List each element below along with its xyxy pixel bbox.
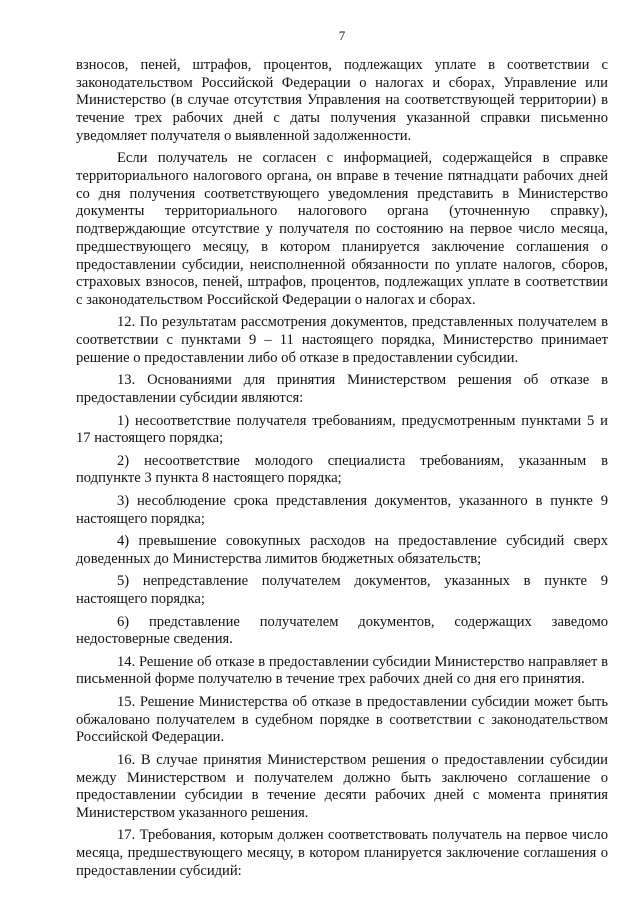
paragraph-item-16: 16. В случае принятия Министерством решения о предоставлении субсидии между Министерством и получателем должно быть заключено соглашение о предоставлении субсидии в течение десяти рабочих дней с момента принятия Министерством указанного решения.: [76, 751, 608, 821]
paragraph-item-12: 12. По результатам рассмотрения документов, представленных получателем в соответствии с пунктами 9 – 11 настоящего порядка, Министерство принимает решение о предоставлении либо об отказе в предоставлении субсидии.: [76, 314, 608, 366]
paragraph-subitem-4: 4) превышение совокупных расходов на предоставление субсидий сверх доведенных до Министерства лимитов бюджетных обязательств;: [76, 533, 608, 567]
paragraph-subitem-3: 3) несоблюдение срока представления документов, указанного в пункте 9 настоящего порядка;: [76, 492, 608, 527]
document-body: [76, 57, 608, 881]
paragraph-subitem-5: 5) непредставление получателем документов, указанных в пункте 9 настоящего порядка;: [76, 573, 608, 608]
paragraph-tax-debt-notice: взносов, пеней, штрафов, процентов, подлежащих уплате в соответствии с законодательством Российской Федерации о налогах и сборах, Управление или Министерство (в случае отсутствия Управления на соответствующей территории) в течение трех рабочих дней с даты получения указанной справки письменно уведомляет получателя о выявленной задолженности.: [76, 57, 608, 144]
paragraph-subitem-1: 1) несоответствие получателя требованиям, предусмотренным пунктами 5 и 17 настоящего порядка;: [76, 412, 608, 447]
paragraph-item-13: 13. Основаниями для принятия Министерством решения об отказе в предоставлении субсидии являются:: [76, 372, 608, 407]
paragraph-disagreement: Если получатель не согласен с информацией, содержащейся в справке территориального налогового органа, он вправе в течение пятнадцати рабочих дней со дня получения соответствующего уведомления представить в Министерство документы территориального налогового органа (уточненную справку), подтверждающие отсутствие у получателя по состоянию на первое число месяца, предшествующего месяцу, в котором планируется заключение соглашения о предоставлении субсидии, неисполненной обязанности по уплате налогов, сборов, страховых взносов, пеней, штрафов, процентов, подлежащих уплате в соответствии с законодательством Российской Федерации о налогах и сборах.: [76, 150, 608, 308]
paragraph-subitem-6: 6) представление получателем документов, содержащих заведомо недостоверные сведения.: [76, 613, 608, 648]
paragraph-item-14: 14. Решение об отказе в предоставлении субсидии Министерство направляет в письменной форме получателю в течение трех рабочих дней со дня его принятия.: [76, 653, 608, 688]
paragraph-item-15: 15. Решение Министерства об отказе в предоставлении субсидии может быть обжаловано получателем в судебном порядке в соответствии с законодательством Российской Федерации.: [76, 693, 608, 746]
page-number: 7: [338, 28, 346, 43]
paragraph-subitem-2: 2) несоответствие молодого специалиста требованиям, указанным в подпункте 3 пункта 8 настоящего порядка;: [76, 452, 608, 487]
paragraph-item-17: 17. Требования, которым должен соответствовать получатель на первое число месяца, предшествующего месяцу, в котором планируется заключение соглашения о предоставлении субсидий:: [76, 827, 608, 879]
